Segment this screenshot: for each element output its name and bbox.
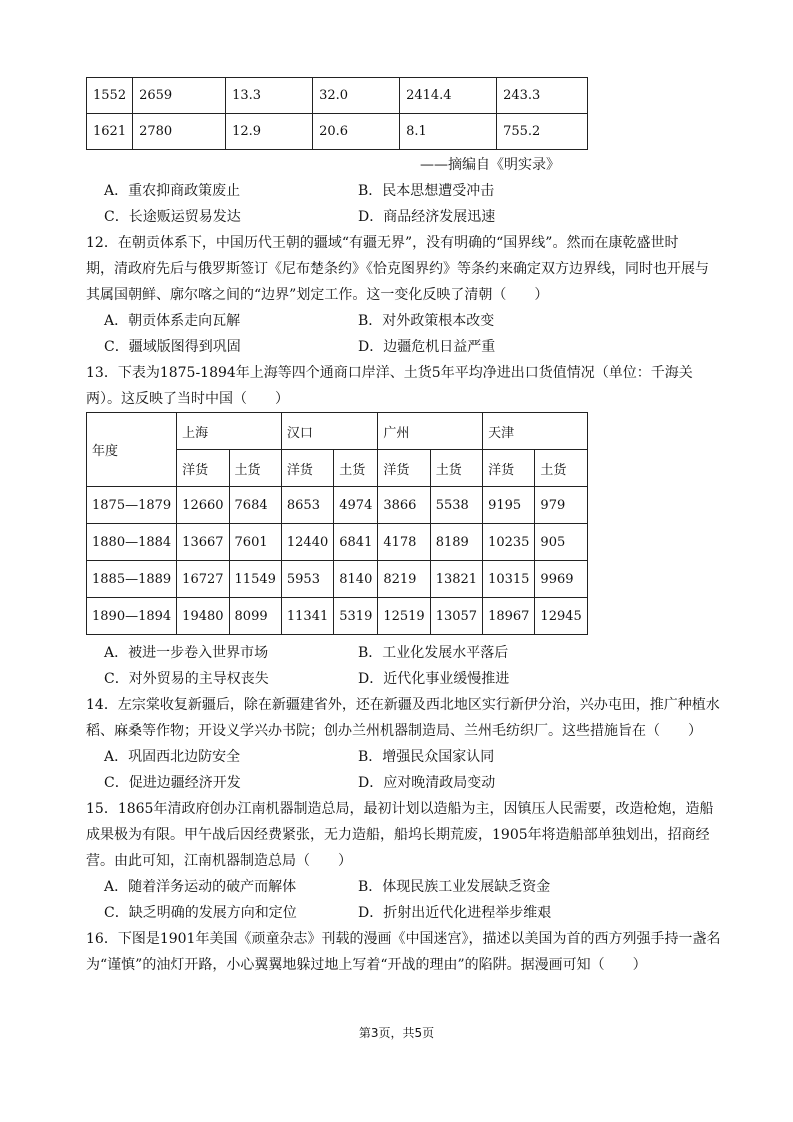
question-12-text: 其属国朝鲜、廓尔喀之间的“边界”划定工作。这一变化反映了清朝（ ） (86, 287, 549, 303)
table-cell: 13667 (177, 524, 229, 561)
option-a[interactable]: A．重农抑商政策废止 (104, 183, 241, 199)
table-source: ——摘编自《明实录》 (420, 157, 560, 173)
table-cell: 12440 (281, 524, 333, 561)
page-footer: 第3页，共5页 (358, 1026, 435, 1040)
table-cell: 1621 (87, 114, 133, 150)
table-row (87, 598, 588, 635)
option-a[interactable]: A．随着洋务运动的破产而解体 (104, 879, 297, 895)
table-cell: 9969 (535, 561, 587, 598)
table-cell: 11549 (229, 561, 281, 598)
table-cell: 7684 (229, 487, 281, 524)
question-12-text: 期，清政府先后与俄罗斯签订《尼布楚条约》《恰克图界约》等条约来确定双方边界线，同时也开展与 (86, 261, 709, 277)
table-cell: 8653 (281, 487, 333, 524)
table-cell: 6841 (334, 524, 378, 561)
option-c[interactable]: C．对外贸易的主导权丧失 (104, 671, 269, 687)
table-cell: 11341 (281, 598, 333, 635)
option-b[interactable]: B．体现民族工业发展缺乏资金 (358, 879, 551, 895)
table-cell: 243.3 (497, 78, 588, 114)
option-b[interactable]: B．增强民众国家认同 (358, 749, 495, 765)
sub-header: 洋货 (177, 450, 229, 487)
question-14-text: 稻、麻桑等作物；开设义学兴办书院；创办兰州机器制造局、兰州毛纺织厂。这些措施旨在（ ） (86, 723, 702, 739)
table-cell: 12.9 (226, 114, 313, 150)
sub-header: 洋货 (483, 450, 535, 487)
table-header-row (87, 413, 588, 450)
year-cell: 1880—1884 (87, 524, 177, 561)
table-row (87, 487, 588, 524)
option-d[interactable]: D．商品经济发展迅速 (358, 209, 496, 225)
table-cell: 8140 (334, 561, 378, 598)
table-cell: 8189 (430, 524, 482, 561)
sub-header: 洋货 (378, 450, 430, 487)
port-header: 上海 (177, 413, 282, 450)
table-cell: 13821 (430, 561, 482, 598)
option-c[interactable]: C．缺乏明确的发展方向和定位 (104, 905, 297, 921)
sub-header: 土货 (535, 450, 587, 487)
option-d[interactable]: D．折射出近代化进程举步维艰 (358, 905, 552, 921)
question-16-text: 16．下图是1901年美国《顽童杂志》刊载的漫画《中国迷宫》，描述以美国为首的西方列强手持一盏名 (86, 931, 721, 947)
question-14-text: 14．左宗棠收复新疆后，除在新疆建省外，还在新疆及西北地区实行新伊分治，兴办屯田，推广种植水 (86, 697, 720, 713)
table-cell: 7601 (229, 524, 281, 561)
table-row (87, 114, 588, 150)
year-cell: 1875—1879 (87, 487, 177, 524)
table-cell: 10235 (483, 524, 535, 561)
table-row (87, 524, 588, 561)
price-table (86, 77, 588, 150)
table-cell: 8.1 (400, 114, 497, 150)
option-a[interactable]: A．朝贡体系走向瓦解 (104, 313, 241, 329)
option-c[interactable]: C．疆域版图得到巩固 (104, 339, 241, 355)
table-cell: 8219 (378, 561, 430, 598)
table-cell: 19480 (177, 598, 229, 635)
option-c[interactable]: C．长途贩运贸易发达 (104, 209, 241, 225)
table-row (87, 78, 588, 114)
question-13-text: 13．下表为1875-1894年上海等四个通商口岸洋、土货5年平均净进出口货值情况（单位：千海关 (86, 365, 693, 381)
table-cell: 2780 (133, 114, 226, 150)
table-cell: 4178 (378, 524, 430, 561)
table-cell: 13.3 (226, 78, 313, 114)
question-15-text: 成果极为有限。甲午战后因经费紧张，无力造船，船坞长期荒废，1905年将造船部单独划出，招商经 (86, 827, 710, 843)
table-cell: 5953 (281, 561, 333, 598)
sub-header: 土货 (334, 450, 378, 487)
year-cell: 1890—1894 (87, 598, 177, 635)
question-16-text: 为“谨慎”的油灯开路，小心翼翼地躲过地上写着“开战的理由”的陷阱。据漫画可知（ ） (86, 957, 647, 973)
table-cell: 9195 (483, 487, 535, 524)
port-header: 天津 (483, 413, 588, 450)
option-d[interactable]: D．应对晚清政局变动 (358, 775, 496, 791)
table-cell: 20.6 (313, 114, 400, 150)
table-cell: 16727 (177, 561, 229, 598)
table-cell: 10315 (483, 561, 535, 598)
table-cell: 12945 (535, 598, 587, 635)
table-cell: 8099 (229, 598, 281, 635)
option-b[interactable]: B．工业化发展水平落后 (358, 645, 509, 661)
question-13-text: 两）。这反映了当时中国（ ） (86, 391, 289, 407)
table-cell: 3866 (378, 487, 430, 524)
table-cell: 13057 (430, 598, 482, 635)
port-header: 广州 (378, 413, 483, 450)
table-cell: 5538 (430, 487, 482, 524)
question-15-text: 15．1865年清政府创办江南机器制造总局，最初计划以造船为主，因镇压人民需要，改造枪炮，造船 (86, 801, 714, 817)
option-d[interactable]: D．近代化事业缓慢推进 (358, 671, 510, 687)
option-c[interactable]: C．促进边疆经济开发 (104, 775, 241, 791)
option-b[interactable]: B．民本思想遭受冲击 (358, 183, 495, 199)
table-cell: 905 (535, 524, 587, 561)
trade-table (86, 412, 588, 635)
year-header: 年度 (87, 413, 177, 487)
table-cell: 755.2 (497, 114, 588, 150)
table-cell: 2414.4 (400, 78, 497, 114)
table-cell: 979 (535, 487, 587, 524)
year-cell: 1885—1889 (87, 561, 177, 598)
table-cell: 2659 (133, 78, 226, 114)
table-cell: 32.0 (313, 78, 400, 114)
table-cell: 4974 (334, 487, 378, 524)
table-cell: 5319 (334, 598, 378, 635)
table-row (87, 561, 588, 598)
question-12-text: 12．在朝贡体系下，中国历代王朝的疆域“有疆无界”，没有明确的“国界线”。然而在康乾盛世时 (86, 235, 679, 251)
table-cell: 12660 (177, 487, 229, 524)
option-a[interactable]: A．巩固西北边防安全 (104, 749, 241, 765)
sub-header: 土货 (229, 450, 281, 487)
question-15-text: 营。由此可知，江南机器制造总局（ ） (86, 853, 352, 869)
table-cell: 18967 (483, 598, 535, 635)
option-b[interactable]: B．对外政策根本改变 (358, 313, 495, 329)
option-d[interactable]: D．边疆危机日益严重 (358, 339, 496, 355)
table-cell: 12519 (378, 598, 430, 635)
table-cell: 1552 (87, 78, 133, 114)
sub-header: 土货 (430, 450, 482, 487)
port-header: 汉口 (281, 413, 377, 450)
sub-header: 洋货 (281, 450, 333, 487)
option-a[interactable]: A．被进一步卷入世界市场 (104, 645, 269, 661)
